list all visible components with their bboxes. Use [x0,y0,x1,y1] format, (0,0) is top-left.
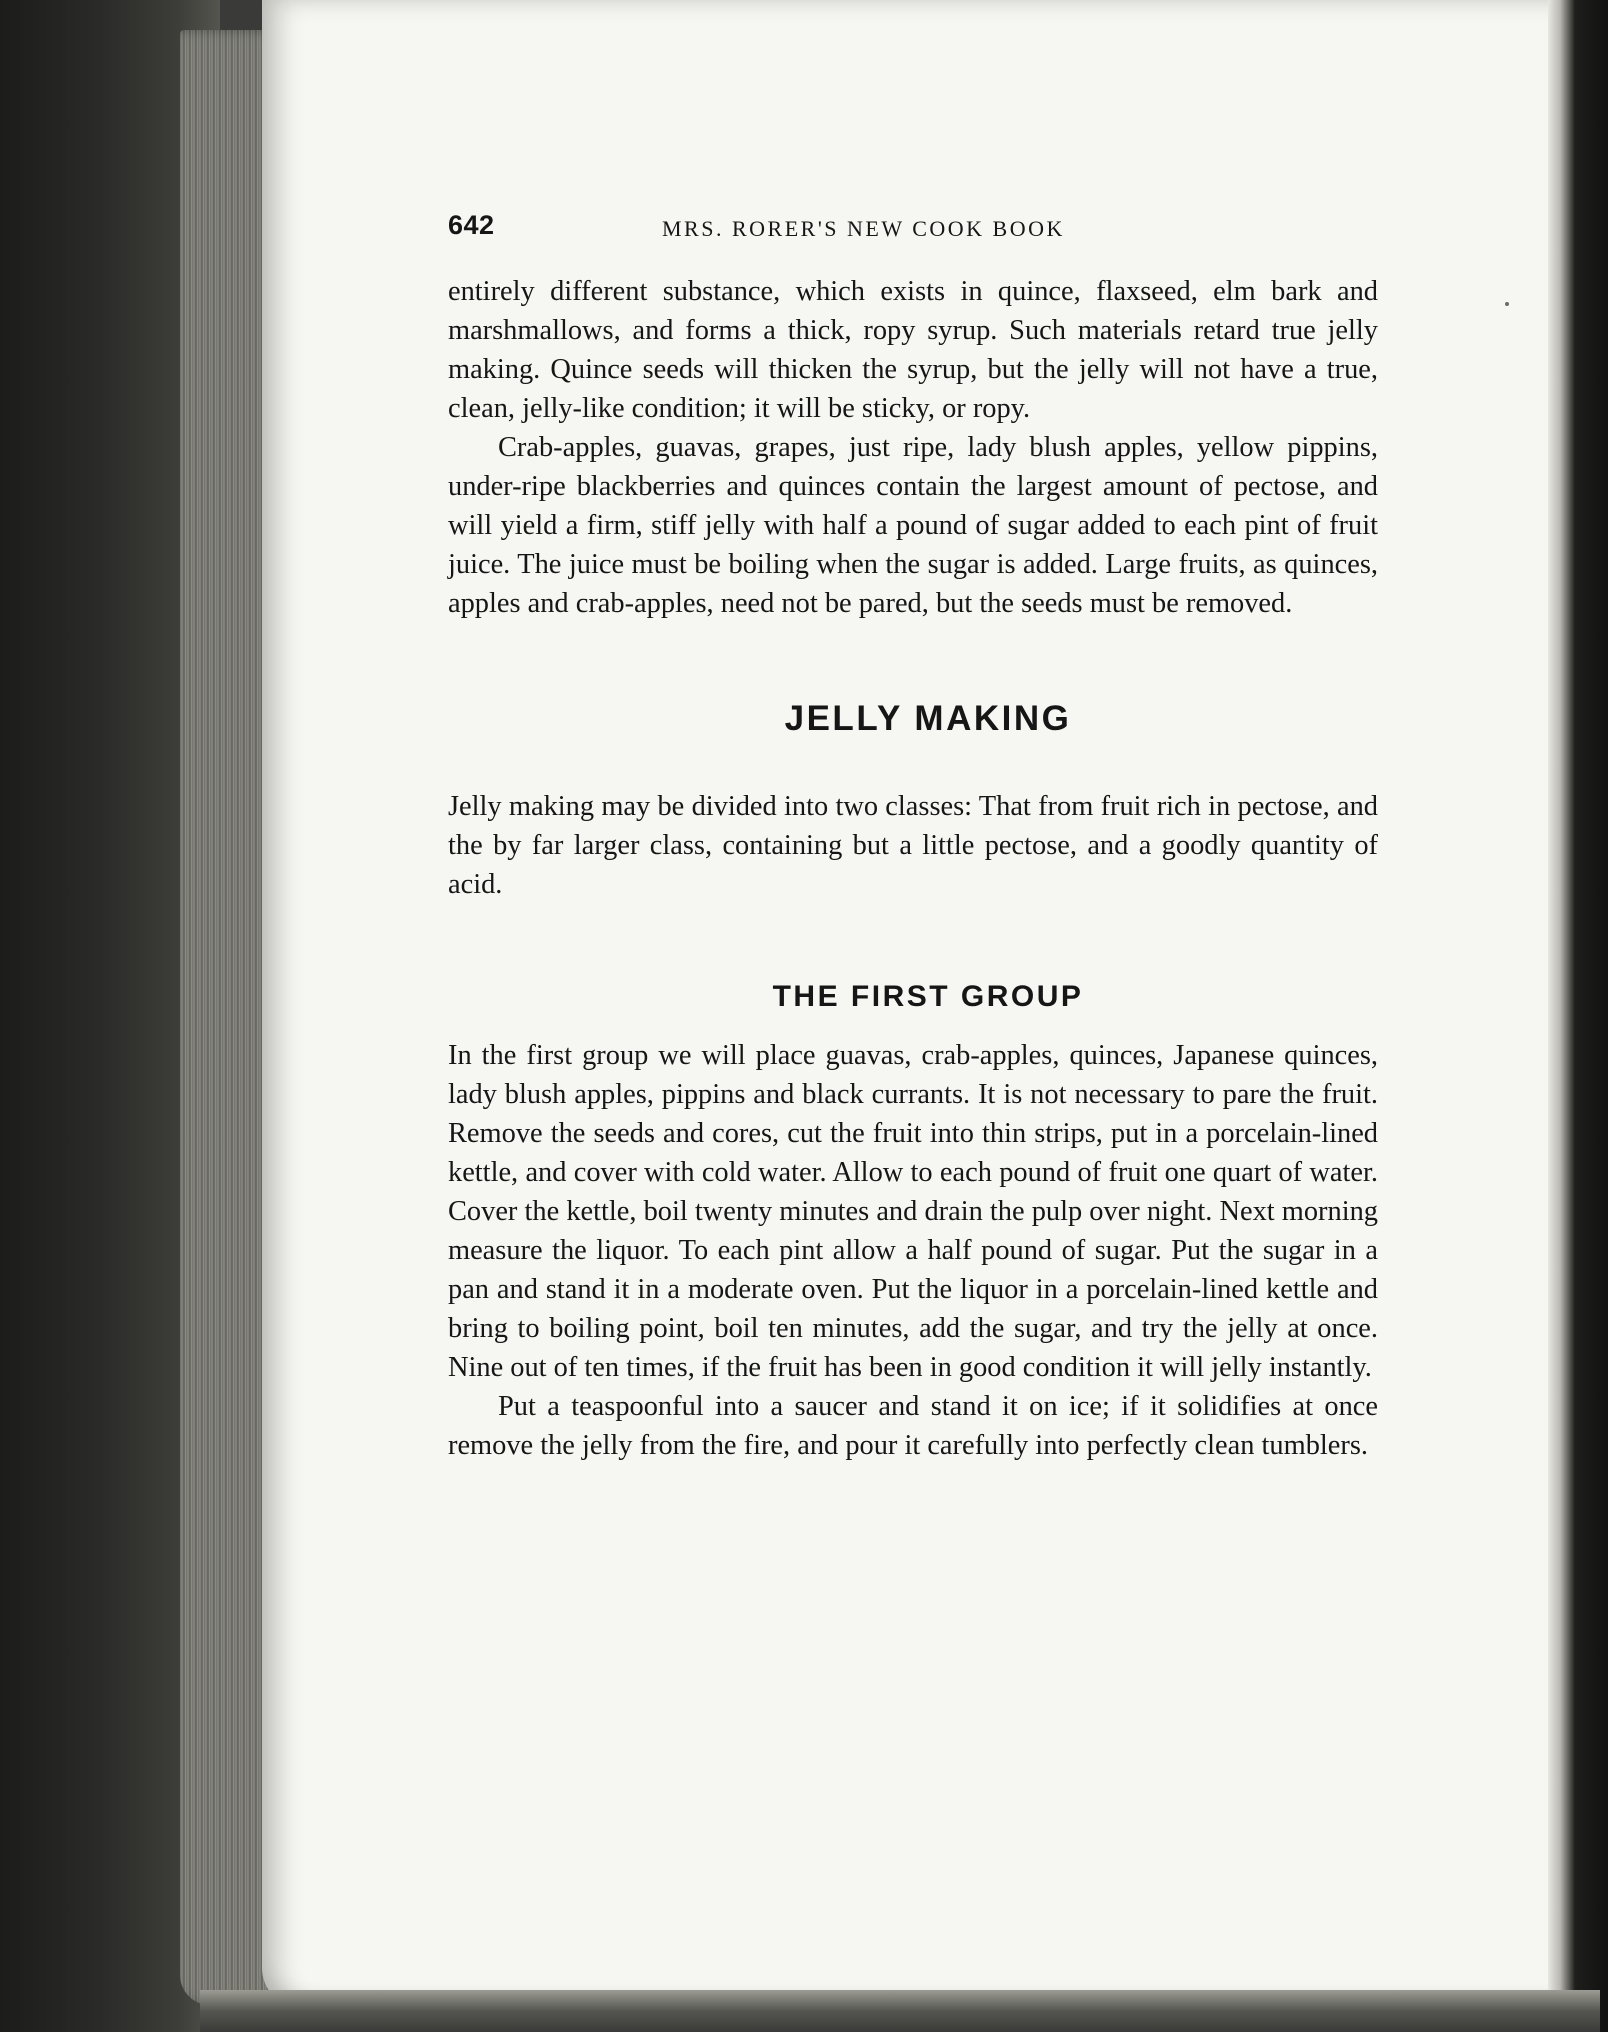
intro-paragraph-2: Crab-apples, guavas, grapes, just ripe, lady blush apples, yellow pippins, under-ripe blackberries and quinces contain the largest amount of pectose, and will yield a firm, stiff jelly with half a pound of sugar added to each pint of fruit juice. The juice must be boiling when the sugar is added. Large fruits, as quinces, apples and crab-apples, need not be pared, but the seeds must be removed. [448,432,1378,619]
paper-speck [1505,302,1509,306]
intro-paragraph-1: entirely different substance, which exists in quince, flaxseed, elm bark and marshmallows, and forms a thick, ropy syrup. Such materials retard true jelly making. Quince seeds will thicken the syrup, but the jelly will not have a true, clean, jelly-like condition; it will be sticky, or ropy. [448,276,1378,424]
running-head [442,210,1378,250]
right-page-gutter [1548,0,1608,2032]
page-number: 642 [448,210,495,240]
first-group-paragraph-1: In the first group we will place guavas, crab-apples, quinces, Japanese quinces, lady blush apples, pippins and black currants. It is not necessary to pare the fruit. Remove the seeds and cores, cut the fruit into thin strips, put in a porcelain-lined kettle, and cover with cold water. Allow to each pound of fruit one quart of water. Cover the kettle, boil twenty minutes and drain the pulp over night. Next morning measure the liquor. To each pint allow a half pound of sugar. Put the sugar in a pan and stand it in a moderate oven. Put the liquor in a porcelain-lined kettle and bring to boiling point, boil ten minutes, add the sugar, and try the jelly at once. Nine out of ten times, if the fruit has been in good condition it will jelly instantly. [448,1040,1378,1383]
jelly-making-paragraph: Jelly making may be divided into two classes: That from fruit rich in pectose, and the by far larger class, containing but a little pectose, and a goodly quantity of acid. [448,791,1378,900]
section-heading-jelly-making: JELLY MAKING [784,699,1072,738]
first-group-paragraph-2: Put a teaspoonful into a saucer and stand it on ice; if it solidifies at once remove the jelly from the fire, and pour it carefully into perfectly clean tumblers. [448,1391,1378,1461]
book-title: MRS. RORER'S NEW COOK BOOK [662,216,1065,241]
page-bottom-edge [200,1990,1600,2032]
page-content [442,210,1378,1465]
section-heading-first-group: THE FIRST GROUP [772,980,1084,1013]
